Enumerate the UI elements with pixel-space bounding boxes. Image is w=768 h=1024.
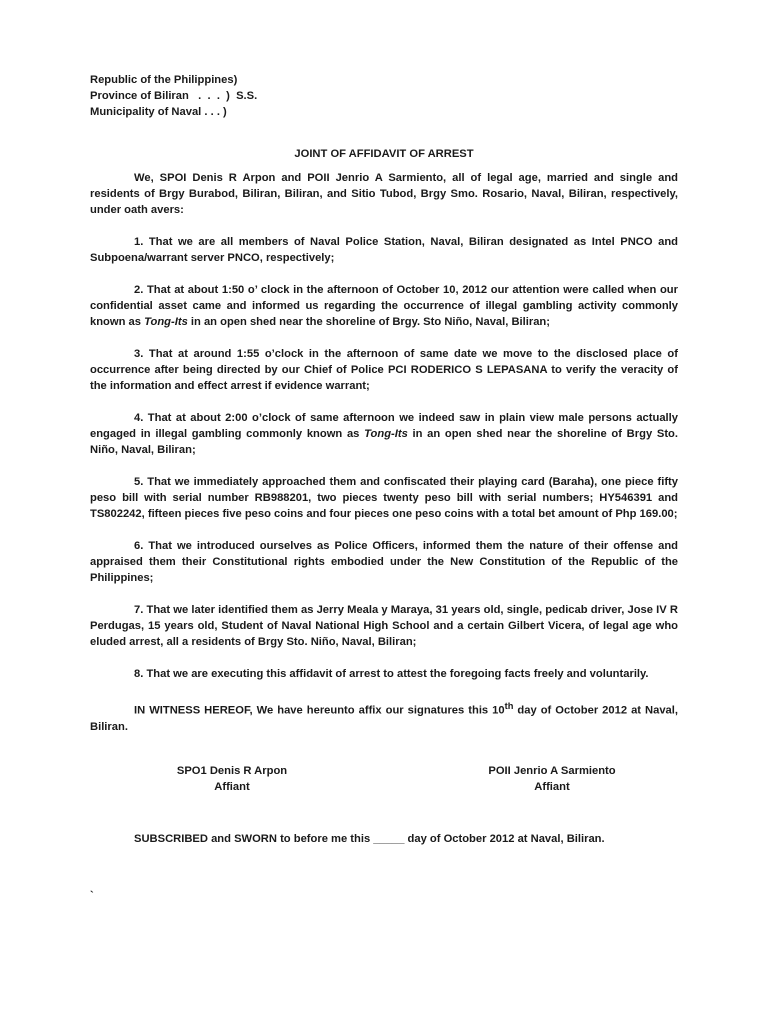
witness-paragraph xyxy=(90,698,678,735)
paragraph-6: 6. That we introduced ourselves as Police Officers, informed them the nature of their offense and appraised them their Constitutional rights embodied under the New Constitution of the Republic of the Philippines; xyxy=(90,540,678,584)
signature-right xyxy=(452,763,652,795)
paragraph-4-text-b: in an open shed near the shoreline of Brgy Sto. Niño, Naval, Biliran; xyxy=(90,428,678,456)
paragraph-1: 1. That we are all members of Naval Police Station, Naval, Biliran designated as Intel PNCO and Subpoena/warrant server PNCO, respectively; xyxy=(90,236,678,264)
witness-text-a: IN WITNESS HEREOF, We have hereunto affix our signatures this 10 xyxy=(134,704,505,717)
paragraph-2-text-a: 2. That at about 1:50 o’ clock in the afternoon of October 10, 2012 our attention were called when our confidential asset came and informed us regarding the occurrence of illegal gambling activity commonly known as xyxy=(90,284,678,328)
signature-left-name: SPO1 Denis R Arpon xyxy=(176,764,288,777)
paragraph-8: 8. That we are executing this affidavit of arrest to attest the foregoing facts freely and voluntarily. xyxy=(134,668,649,680)
signature-right-role: Affiant xyxy=(534,780,570,793)
witness-ordinal: th xyxy=(504,701,514,711)
venue-header xyxy=(90,72,678,120)
venue-line-municipality: Municipality of Naval . . . ) xyxy=(90,106,227,118)
venue-line-republic: Republic of the Philippines) xyxy=(90,74,238,86)
paragraph-4-emphasis: Tong-Its xyxy=(364,428,408,440)
witness-text-b: day of October 2012 at Naval, Biliran. xyxy=(90,704,679,733)
signature-left-role: Affiant xyxy=(214,780,250,793)
venue-line-province: Province of Biliran . . . ) S.S. xyxy=(90,90,258,102)
stray-mark: ` xyxy=(90,890,94,902)
jurat-line: SUBSCRIBED and SWORN to before me this _____ day of October 2012 at Naval, Biliran. xyxy=(134,832,605,845)
paragraph-2-text-b: in an open shed near the shoreline of Brgy. Sto Niño, Naval, Biliran; xyxy=(187,316,550,328)
document-title: JOINT OF AFFIDAVIT OF ARREST xyxy=(294,148,474,160)
intro-paragraph: We, SPOI Denis R Arpon and POII Jenrio A Sarmiento, all of legal age, married and single and residents of Brgy Burabod, Biliran, Biliran, and Sitio Tubod, Brgy Smo. Rosario, Naval, Biliran, respectively, under oath avers: xyxy=(90,172,678,216)
paragraph-5: 5. That we immediately approached them and confiscated their playing card (Baraha), one piece fifty peso bill with serial number RB988201, two pieces twenty peso bill with serial numbers; HY546391 and TS802242, fifteen pieces five peso coins and four pieces one peso coins with a total bet amount of Php 169.00; xyxy=(90,476,678,520)
signature-right-name: POII Jenrio A Sarmiento xyxy=(488,764,616,777)
paragraph-2-emphasis: Tong-Its xyxy=(144,316,188,328)
signature-block xyxy=(90,763,678,795)
affidavit-page xyxy=(90,72,678,847)
paragraph-4-text-a: 4. That at about 2:00 o’clock of same afternoon we indeed saw in plain view male persons actually engaged in illegal gambling commonly known as xyxy=(90,412,678,440)
paragraph-3: 3. That at around 1:55 o’clock in the afternoon of same date we move to the disclosed place of occurrence after being directed by our Chief of Police PCI RODERICO S LEPASANA to verify the veracity of the information and effect arrest if evidence warrant; xyxy=(90,348,678,392)
paragraph-7: 7. That we later identified them as Jerry Meala y Maraya, 31 years old, single, pedicab driver, Jose IV R Perdugas, 15 years old, Student of Naval National High School and a certain Gilbert Vicera, of legal age who eluded arrest, all a residents of Brgy Sto. Niño, Naval, Biliran; xyxy=(90,604,678,648)
signature-left xyxy=(132,763,332,795)
paragraph-2 xyxy=(90,282,678,330)
paragraph-4 xyxy=(90,410,678,458)
